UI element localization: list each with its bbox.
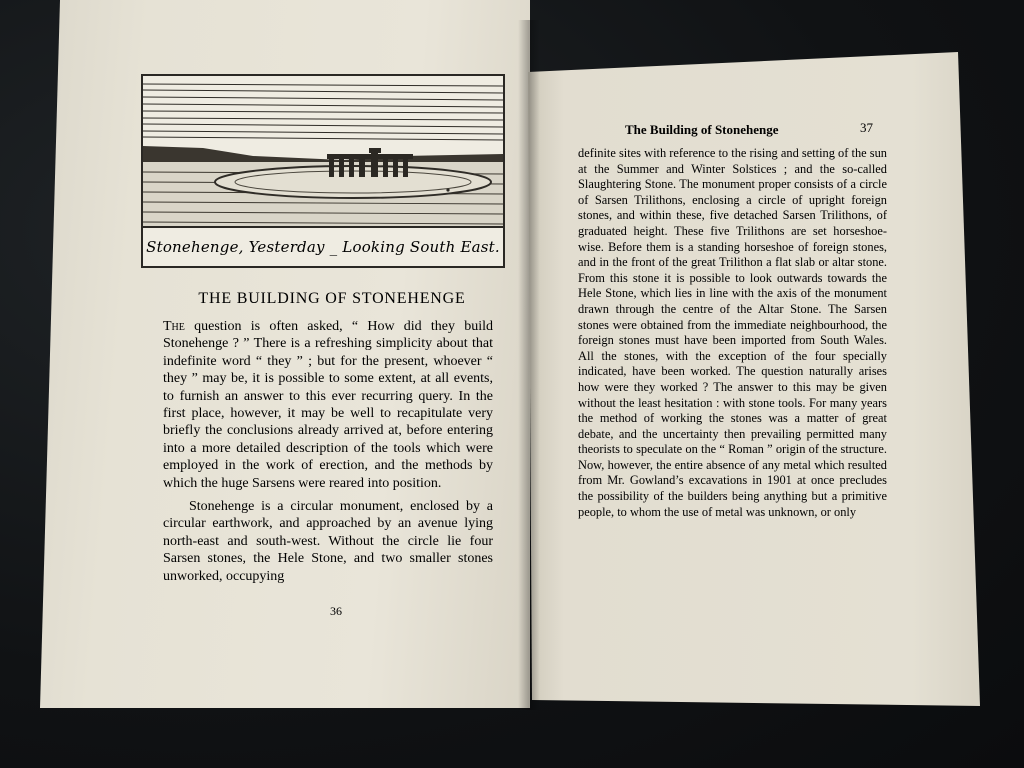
left-page-body: [163, 318, 493, 585]
stonehenge-engraving: [143, 76, 503, 228]
paragraph-2: Stonehenge is a circular monument, enclosed by a circular earthwork, and approached by an avenue lying north-east and south-west. Without the circle lie four Sarsen stones, the Hele Stone, and two smaller stones unworked, occupying: [163, 499, 493, 584]
chapter-title: THE BUILDING OF STONEHENGE: [198, 290, 466, 307]
paragraph-1: [163, 318, 493, 492]
paragraph-1-lead: The: [163, 319, 185, 334]
left-page-number: 36: [330, 604, 342, 618]
running-head: The Building of Stonehenge: [625, 122, 779, 137]
stonehenge-illustration: [141, 74, 505, 268]
book-gutter: [518, 20, 540, 710]
right-page-body: definite sites with reference to the rising and setting of the sun at the Summer and Winter Solstices ; and the so-called Slaughtering Stone. The monument proper consists of a circle of Sarsen Trilithons, enclosing a circle of upright foreign stones, and within these, five detached Sarsen Trilithons, of graduated height. These five Trilithons are set horseshoe-wise. Before them is a standing horseshoe of foreign stones, and in the front of the great Trilithon a flat slab or altar stone. From this stone it is possible to look outwards towards the Hele Stone, which lies in line with the axis of the monument drawn through the centre of the Altar Stone. The Sarsen stones were obtained from the immediate neighbourhood, the foreign stones must have been imported from South Wales. All the stones, with the exception of the four specially indicated, have been worked. The question naturally arises how were they worked ? The answer to this may be given without the least hesitation : with stone tools. For many years the method of working the stones was a matter of great debate, and the uncertainty then prevailing permitted many theorists to speculate on the “ Roman ” origin of the structure. Now, however, the entire absence of any metal which resulted from Mr. Gowland’s excavations in 1901 at once precludes the possibility of the builders being anything but a primitive people, to whom the use of metal was unknown, or only: [578, 146, 887, 519]
paragraph-1-text: question is often asked, “ How did they build Stonehenge ? ” There is a refreshing simplicity about that indefinite word “ they ” ; but for the present, whoever “ they ” may be, it is possible to some extent, at all events, to furnish an answer to this ever recurring query. In the first place, however, it may be well to recapitulate very briefly the conclusions already arrived at, before entering into a more detailed description of the tools which were employed in the work of erection, and the methods by which the huge Sarsens were reared into position.: [163, 319, 493, 491]
illustration-caption: Stonehenge, Yesterday _ Looking South East.: [143, 226, 503, 266]
right-page-number: 37: [860, 120, 873, 135]
